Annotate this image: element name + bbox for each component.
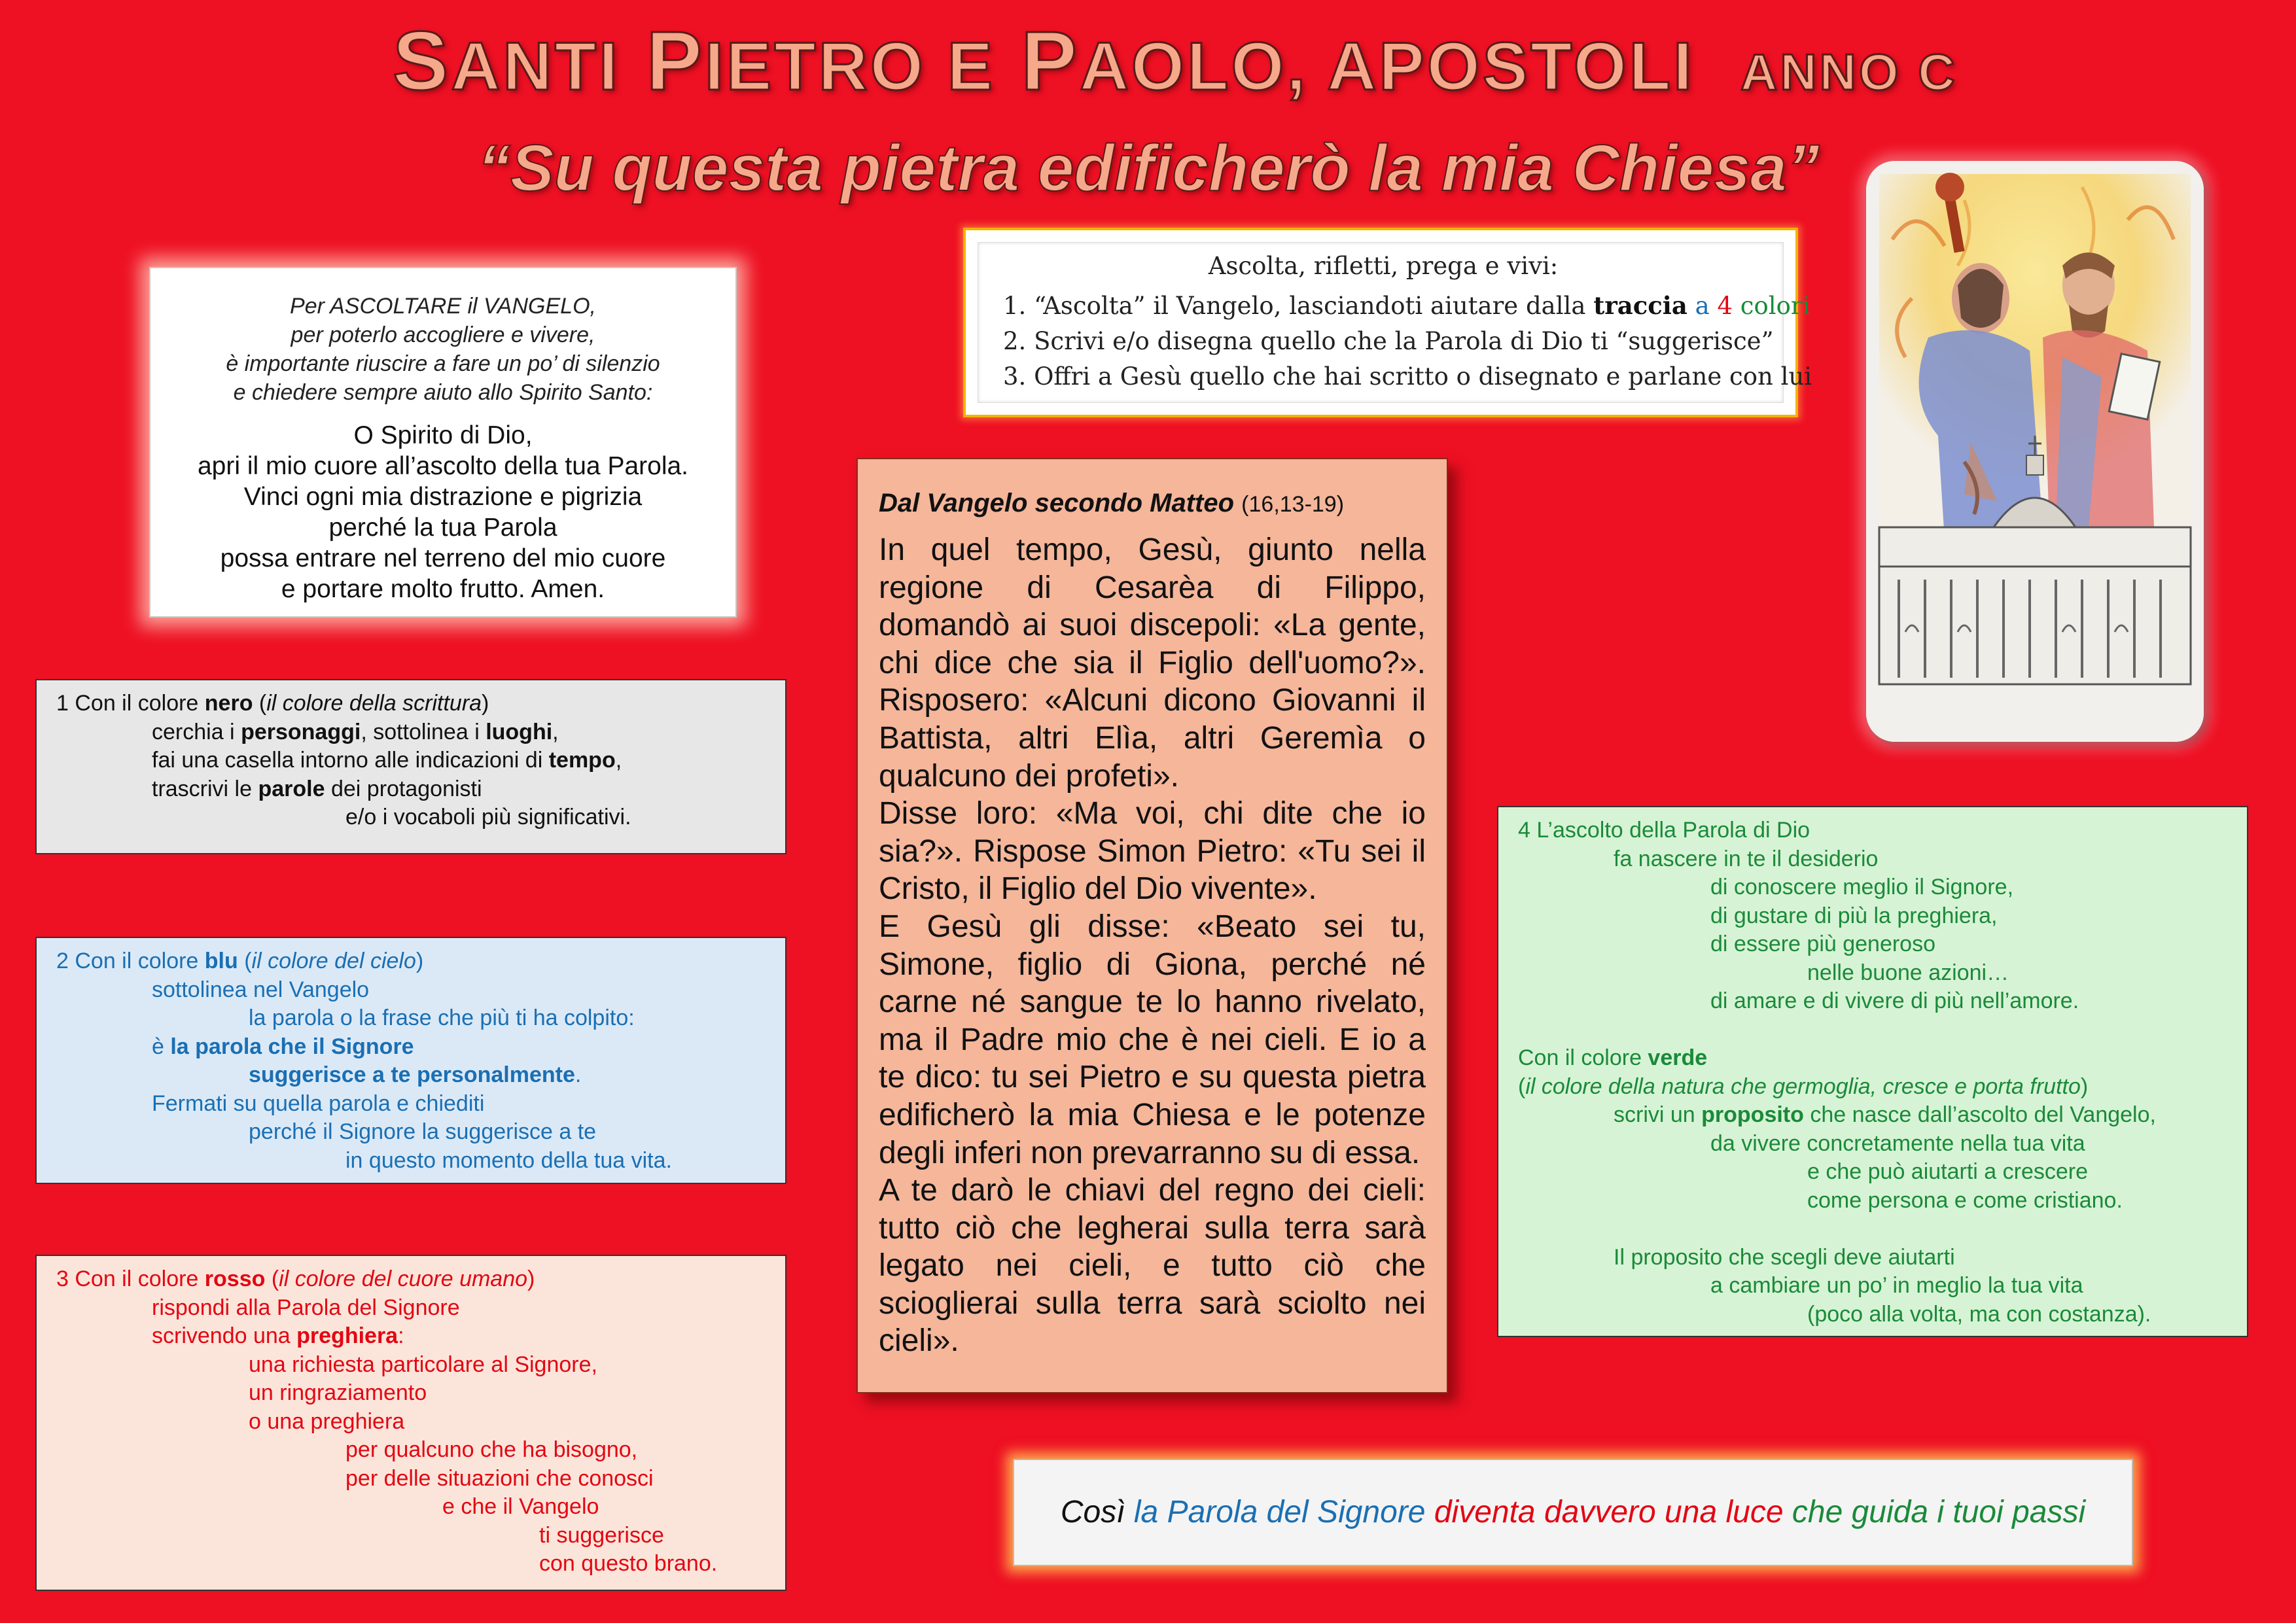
instruction-2: 2. Scrivi e/o disegna quello che la Parola di Dio ti “suggerisce” <box>1003 327 1774 355</box>
holy-spirit-prayer <box>150 420 735 604</box>
text: che nasce dall’ascolto del Vangelo, <box>1803 1102 2156 1127</box>
intro-line: e chiedere sempre aiuto allo Spirito Santo: <box>233 380 653 405</box>
gospel-title: Dal Vangelo secondo Matteo <box>879 489 1235 517</box>
text: ( <box>265 1266 279 1291</box>
step-4-line: di gustare di più la preghiera, <box>1710 903 1998 928</box>
gospel-paragraph: Disse loro: «Ma voi, chi dite che io sia?». Rispose Simon Pietro: «Tu sei il Cristo, il Figlio del Dio vivente». <box>879 796 1426 907</box>
text: . <box>574 1062 582 1087</box>
step-3-heading <box>56 1265 766 1294</box>
text: scrivendo una <box>152 1323 297 1348</box>
color-meaning: il colore del cuore umano <box>279 1266 528 1291</box>
page-subtitle: “Su questa pietra edificherò la mia Chiesa” <box>478 131 1820 205</box>
step-4-line: e che può aiutarti a crescere <box>1807 1159 2089 1184</box>
color-meaning: il colore della natura che germoglia, cresce e porta frutto <box>1525 1073 2081 1099</box>
text: ( <box>1518 1073 1526 1099</box>
step-2-line: perché il Signore la suggerisce a te <box>249 1119 597 1144</box>
text: a <box>1687 292 1718 320</box>
text: scrivi un <box>1614 1102 1702 1127</box>
gospel-paragraph: A te darò le chiavi del regno dei cieli: tutto ciò che legherai sulla terra sarà legato nei cieli, e tutto ciò che scioglierai sulla terra sarà sciolto nei cieli». <box>879 1173 1426 1359</box>
step-3-line: per delle situazioni che conosci <box>345 1465 654 1491</box>
step-3-red-box <box>35 1255 786 1591</box>
text: ) <box>2080 1073 2089 1099</box>
step-3-line: rispondi alla Parola del Signore <box>152 1295 460 1320</box>
step-1-line <box>56 746 766 775</box>
keyword: la parola che il Signore <box>170 1034 414 1059</box>
prayer-line: possa entrare nel terreno del mio cuore <box>220 544 666 572</box>
color-word-red: rosso <box>204 1266 266 1291</box>
text: , <box>615 748 622 773</box>
prayer-line: Vinci ogni mia distrazione e pigrizia <box>243 483 643 511</box>
step-1-black-box <box>35 679 786 854</box>
text: 2 Con il colore <box>56 949 205 973</box>
keyword: suggerisce a te personalmente <box>249 1062 575 1087</box>
title-part: IETRO E <box>704 29 996 105</box>
intro-line: è importante riuscire a fare un po’ di silenzio <box>226 351 660 376</box>
instructions-heading: Ascolta, rifletti, prega e vivi: <box>1208 252 1559 280</box>
prayer-box <box>149 267 737 618</box>
step-3-line: ti suggerisce <box>539 1522 664 1548</box>
keyword: proposito <box>1701 1102 1804 1127</box>
gospel-paragraph: In quel tempo, Gesù, giunto nella regione di Cesarèa di Filippo, domandò ai suoi discepoli: «La gente, chi dice che sia il Figlio dell'uomo?». Risposero: «Alcuni dicono Giovanni il Battista, altri Elìa, altri Geremìa o qualcuno dei profeti». <box>879 532 1426 794</box>
saints-illustration <box>1866 161 2204 742</box>
text: : <box>398 1323 404 1348</box>
step-1-line <box>56 718 766 747</box>
text: , <box>552 719 559 744</box>
text: dei protagonisti <box>325 776 482 801</box>
four-number: 4 <box>1717 292 1733 320</box>
text: è <box>152 1034 171 1059</box>
page-title <box>393 13 1958 124</box>
step-3-line: un ringraziamento <box>249 1380 427 1405</box>
step-3-line: con questo brano. <box>539 1551 718 1576</box>
footer-text-blue: la Parola del Signore <box>1133 1495 1426 1529</box>
step-2-heading <box>56 947 766 976</box>
step-3-line: e che il Vangelo <box>442 1494 599 1519</box>
step-4-line: a cambiare un po’ in meglio la tua vita <box>1710 1273 2083 1298</box>
step-4-line: come persona e come cristiano. <box>1807 1187 2123 1213</box>
title-part: P <box>1021 14 1080 108</box>
keyword: parole <box>258 776 325 801</box>
title-part: ANTI <box>451 29 621 105</box>
step-1-line <box>56 775 766 804</box>
saints-illustration-icon <box>1866 161 2204 742</box>
text: 1 Con il colore <box>56 691 205 716</box>
step-4-color-heading <box>1518 1044 2227 1073</box>
keyword: luoghi <box>486 719 553 744</box>
step-4-line: nelle buone azioni… <box>1807 960 2009 985</box>
step-4-heading: 4 L’ascolto della Parola di Dio <box>1518 818 1810 843</box>
step-4-line: di amare e di vivere di più nell’amore. <box>1710 988 2079 1013</box>
spacer <box>1518 1215 2227 1244</box>
footer-text-black: Così <box>1060 1495 1134 1529</box>
keyword: personaggi <box>241 719 361 744</box>
text: ) <box>482 691 489 716</box>
liturgical-year: ANNO C <box>1740 43 1958 101</box>
step-4-line <box>1518 1101 2227 1130</box>
step-3-line: per qualcuno che ha bisogno, <box>345 1437 638 1462</box>
step-4-line: di conoscere meglio il Signore, <box>1710 875 2014 899</box>
text: ( <box>238 949 252 973</box>
color-word-blue: blu <box>204 949 238 973</box>
spacer <box>1518 1016 2227 1045</box>
prayer-line: apri il mio cuore all’ascolto della tua Parola. <box>197 452 689 480</box>
text: ( <box>253 691 267 716</box>
prayer-line: O Spirito di Dio, <box>353 421 533 449</box>
step-4-line: fa nascere in te il desiderio <box>1614 846 1879 871</box>
intro-line: Per ASCOLTARE il VANGELO, <box>290 294 596 319</box>
intro-line: per poterlo accogliere e vivere, <box>291 323 595 347</box>
text: cerchia i <box>152 719 241 744</box>
instruction-3: 3. Offri a Gesù quello che hai scritto o disegnato e parlane con lui <box>1003 362 1812 391</box>
instructions-box <box>963 228 1812 417</box>
title-part: AOLO, APOSTOLI <box>1079 29 1695 105</box>
prayer-line: perché la tua Parola <box>328 514 557 542</box>
keyword: tempo <box>548 748 616 773</box>
step-4-line: da vivere concretamente nella tua vita <box>1710 1130 2085 1156</box>
text: trascrivi le <box>152 776 258 801</box>
text: 1. “Ascolta” il Vangelo, lasciandoti aiutare dalla <box>1003 292 1594 320</box>
text: , sottolinea i <box>361 719 486 744</box>
text: Con il colore <box>1518 1045 1648 1070</box>
step-4-line: di essere più generoso <box>1710 932 1936 956</box>
step-2-blue-box <box>35 937 786 1184</box>
step-4-green-box <box>1497 806 2248 1337</box>
step-2-line: in questo momento della tua vita. <box>345 1147 672 1173</box>
text: ) <box>415 949 424 973</box>
step-1-line: e/o i vocaboli più significativi. <box>345 805 631 829</box>
step-3-line <box>56 1322 766 1351</box>
footer-text-red: diventa davvero una luce <box>1425 1495 1784 1529</box>
instructions-inner <box>978 242 1812 403</box>
instruction-1 <box>1003 288 1810 324</box>
keyword: preghiera <box>296 1323 398 1348</box>
title-part: S <box>393 14 451 108</box>
prayer-intro <box>150 292 735 407</box>
step-2-line: Fermati su quella parola e chiediti <box>152 1091 485 1116</box>
step-2-line <box>56 1033 766 1062</box>
step-2-line <box>56 1061 766 1090</box>
text: 3 Con il colore <box>56 1266 205 1291</box>
prayer-line: e portare molto frutto. Amen. <box>281 575 605 603</box>
step-2-line: la parola o la frase che più ti ha colpito: <box>249 1005 635 1030</box>
color-meaning: il colore del cielo <box>251 949 416 973</box>
colori-word: colori <box>1732 292 1810 320</box>
step-4-line <box>1518 1073 2227 1102</box>
text: fai una casella intorno alle indicazioni di <box>152 748 549 773</box>
gospel-reference: (16,13-19) <box>1241 492 1345 517</box>
step-3-line: una richiesta particolare al Signore, <box>249 1352 597 1377</box>
step-3-line: o una preghiera <box>249 1408 405 1434</box>
text: ) <box>527 1266 535 1291</box>
color-word-green: verde <box>1648 1045 1708 1070</box>
step-2-line: sottolinea nel Vangelo <box>152 977 370 1002</box>
gospel-paragraph: E Gesù gli disse: «Beato sei tu, Simone, figlio di Giona, perché né carne né sangue te lo hanno rivelato, ma il Padre mio che è nei cieli. E io a te dico: tu sei Pietro e su questa pietra edificherò la mia Chiesa e le potenze degli inferi non prevarranno su di essa. <box>879 909 1426 1170</box>
footer-text-green: che guida i tuoi passi <box>1783 1495 2086 1529</box>
color-word-black: nero <box>204 691 253 716</box>
gospel-box <box>857 458 1448 1393</box>
step-4-line: (poco alla volta, ma con costanza). <box>1807 1301 2151 1327</box>
color-meaning: il colore della scrittura <box>266 691 482 716</box>
step-1-heading <box>56 689 766 718</box>
closing-message-box <box>1013 1459 2133 1566</box>
gospel-heading <box>879 484 1426 523</box>
traccia-word: traccia <box>1593 291 1687 320</box>
gospel-text <box>879 531 1426 1360</box>
title-part: P <box>646 14 705 108</box>
step-4-line: Il proposito che scegli deve aiutarti <box>1614 1244 1955 1270</box>
